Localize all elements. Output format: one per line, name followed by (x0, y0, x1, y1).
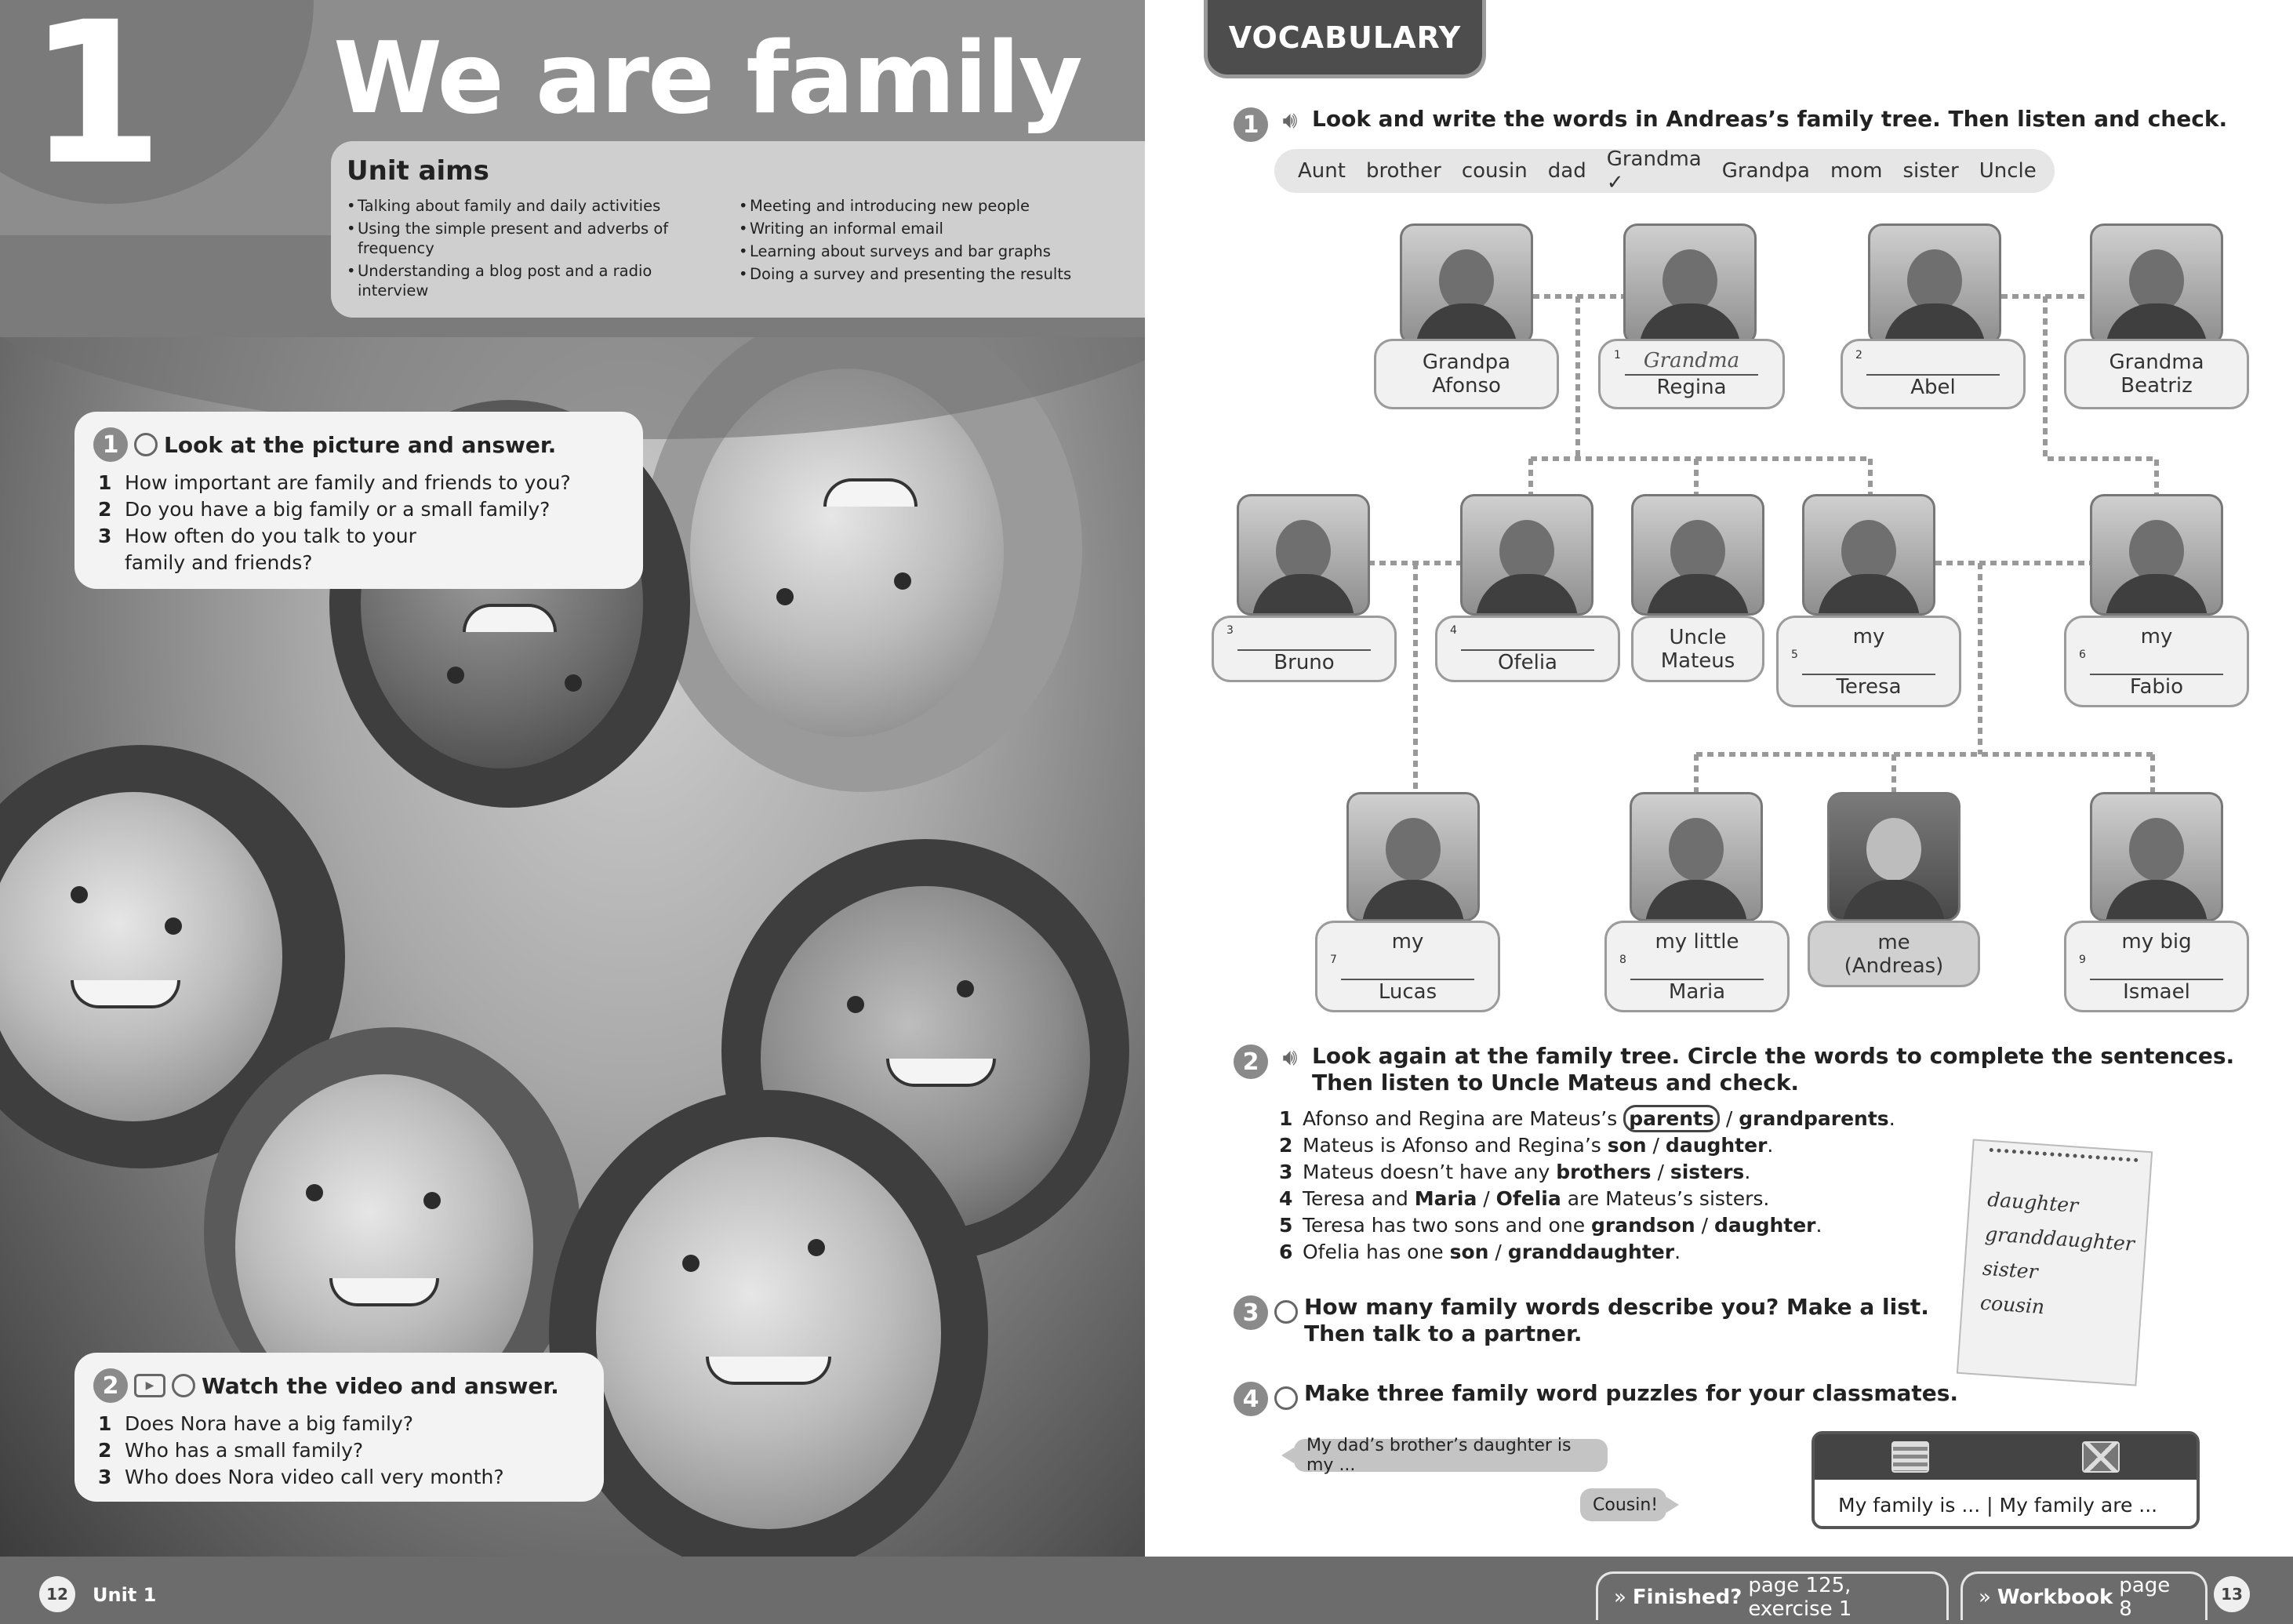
video-icon[interactable]: ▶ (134, 1374, 165, 1397)
sentence-item (1274, 1239, 1949, 1266)
sentence-text: Mateus is Afonso and Regina’s (1303, 1134, 1608, 1157)
name-line: Abel (1910, 376, 1956, 399)
name-line-2: Mateus (1660, 649, 1735, 673)
option-word[interactable]: grandparents (1739, 1107, 1889, 1130)
useful-phrases-box (1812, 1431, 2200, 1529)
name-line-1: Grandma (2109, 351, 2204, 374)
name-line: Maria (1668, 979, 1726, 1004)
answer-blank[interactable]: 7 (1341, 954, 1474, 980)
question-item (93, 1437, 585, 1464)
word-bank-item: brother (1365, 159, 1441, 183)
question-item (93, 523, 624, 576)
question-item (93, 470, 624, 496)
name-line: Teresa (1836, 674, 1902, 699)
vocabulary-notepad (1957, 1139, 2153, 1386)
phrase-box-header (1815, 1434, 2197, 1480)
finished-extra-practice-link[interactable] (1596, 1571, 1949, 1620)
vocab-exercise-4-heading (1234, 1380, 1958, 1416)
person-photo (1346, 792, 1480, 921)
name-line: Fabio (2129, 674, 2184, 699)
word-bank-item: cousin (1461, 159, 1528, 183)
name-line: Ismael (2123, 979, 2190, 1004)
finished-reference: page 125, exercise 1 (1748, 1573, 1852, 1621)
exercise-title: Make three family word puzzles for your classmates. (1304, 1380, 1959, 1406)
question-number: 2 (98, 1439, 112, 1462)
word-bank-item: Aunt (1298, 159, 1346, 183)
speech-bubble-icon (134, 433, 158, 456)
question-item (93, 496, 624, 523)
name-prefix: my (2140, 624, 2173, 649)
name-line-2: (Andreas) (1844, 954, 1944, 978)
notepad-word: daughter (1986, 1187, 2080, 1217)
option-word[interactable]: son (1449, 1241, 1489, 1263)
double-chevron-right-icon: » (1614, 1585, 1626, 1609)
name-card (1808, 921, 1980, 987)
aims-column-2 (739, 196, 1099, 303)
workbook-link[interactable] (1960, 1571, 2208, 1620)
sentence-number: 2 (1279, 1134, 1293, 1157)
person-photo (1631, 494, 1764, 616)
sentence-text: are Mateus’s sisters. (1561, 1187, 1770, 1210)
option-separator: / (1695, 1214, 1715, 1237)
option-word[interactable]: sisters (1670, 1161, 1745, 1183)
exercise-2-box (74, 1353, 604, 1502)
unit-title: We are family (333, 20, 1081, 136)
exercise-title-line: Then listen to Uncle Mateus and check. (1312, 1070, 1800, 1095)
sentence-number: 3 (1279, 1161, 1293, 1183)
name-card (1374, 339, 1559, 409)
name-line: Lucas (1378, 979, 1437, 1004)
person-photo (2090, 494, 2223, 616)
word-bank-item: mom (1830, 159, 1883, 183)
option-word[interactable]: daughter (1665, 1134, 1768, 1157)
exercise-2-sentences (1274, 1106, 1949, 1266)
word-bank-item: dad (1547, 159, 1586, 183)
question-number: 1 (98, 471, 112, 494)
speech-bubble-icon (1274, 1386, 1298, 1410)
question-item (93, 1464, 585, 1491)
footer-unit-label: Unit 1 (93, 1584, 157, 1606)
sentence-item (1274, 1106, 1949, 1132)
sentence-item (1274, 1186, 1949, 1212)
sentence-text: Mateus doesn’t have any (1303, 1161, 1557, 1183)
person-photo (1868, 223, 2001, 345)
exercise-title-line: How many family words describe you? Make a list. (1304, 1294, 1929, 1320)
exercise-number-badge: 1 (93, 427, 128, 462)
option-separator: / (1651, 1161, 1670, 1183)
word-bank (1274, 149, 2055, 193)
speech-bubble-answer: Cousin! (1580, 1488, 1666, 1521)
name-prefix: my big (2121, 929, 2192, 954)
workbook-reference: page 8 (2119, 1573, 2171, 1621)
name-line: Bruno (1274, 650, 1335, 674)
exercise-title (1312, 1043, 2234, 1096)
notepad-word: cousin (1979, 1291, 2046, 1319)
us-flag-icon (1891, 1441, 1929, 1473)
option-separator: / (1646, 1134, 1666, 1157)
name-card (2064, 616, 2249, 707)
name-card (1212, 616, 1397, 682)
unit-number: 1 (27, 0, 164, 208)
option-word-circled[interactable]: parents (1623, 1105, 1720, 1132)
option-word[interactable]: daughter (1714, 1214, 1816, 1237)
uk-flag-icon (2082, 1441, 2120, 1473)
vocabulary-section-tab: VOCABULARY (1204, 0, 1486, 78)
person-photo (2090, 223, 2223, 345)
question-text: How often do you talk to your family and friends? (125, 525, 416, 574)
left-page (0, 0, 1145, 1557)
option-word[interactable]: brothers (1556, 1161, 1652, 1183)
sentence-number: 6 (1279, 1241, 1293, 1263)
word-bank-item: Grandma ✓ (1606, 147, 1702, 194)
double-chevron-right-icon: » (1979, 1585, 1991, 1609)
sentence-text: Afonso and Regina are Mateus’s (1303, 1107, 1624, 1130)
option-word[interactable]: Maria (1414, 1187, 1477, 1210)
question-number: 1 (98, 1412, 112, 1435)
sentence-text: Ofelia has one (1303, 1241, 1450, 1263)
exercise-title-line: Then talk to a partner. (1304, 1321, 1583, 1346)
name-card (1631, 616, 1764, 682)
workbook-label: Workbook (1997, 1585, 2113, 1609)
question-number: 3 (98, 1466, 112, 1488)
sentence-text: . (1674, 1241, 1681, 1263)
name-card (1598, 339, 1785, 409)
unit-aims-box (331, 141, 1145, 318)
notepad-word: sister (1982, 1256, 2039, 1284)
answer-blank[interactable]: 4 (1461, 624, 1594, 651)
person-photo (1802, 494, 1935, 616)
aim-item: • Using the simple present and adverbs of frequency (347, 219, 707, 258)
speech-bubble-icon (172, 1374, 195, 1397)
answer-blank[interactable]: 5 (1802, 649, 1935, 675)
answer-blank[interactable]: 9 (2090, 954, 2223, 980)
notepad-rings (1989, 1148, 2139, 1172)
right-page-number: 13 (2214, 1576, 2250, 1612)
sentence-text: . (1744, 1161, 1751, 1183)
question-text: Does Nora have a big family? (125, 1412, 414, 1435)
exercise-title (1304, 1294, 1929, 1347)
answer-blank[interactable]: 6 (2090, 649, 2223, 675)
sentence-number: 4 (1279, 1187, 1293, 1210)
question-text: Who has a small family? (125, 1439, 364, 1462)
name-card (2064, 339, 2249, 409)
name-card (1604, 921, 1790, 1012)
exercise-number-badge: 3 (1234, 1295, 1268, 1330)
sentence-item (1274, 1159, 1949, 1186)
name-card (1776, 616, 1961, 707)
exercise-number-badge: 2 (1234, 1045, 1268, 1079)
name-prefix: my little (1655, 929, 1739, 954)
aim-item: • Understanding a blog post and a radio interview (347, 261, 707, 300)
aim-item: • Writing an informal email (739, 219, 1099, 238)
name-line-2: Afonso (1432, 374, 1501, 398)
exercise-number-badge: 2 (93, 1368, 128, 1403)
question-text: Do you have a big family or a small family? (125, 498, 551, 521)
person-photo (1400, 223, 1533, 345)
question-item (93, 1411, 585, 1437)
sentence-text: Teresa and (1303, 1187, 1415, 1210)
sentence-number: 1 (1279, 1107, 1293, 1130)
sentence-text: . (1767, 1134, 1774, 1157)
person-photo (2090, 792, 2223, 921)
aim-item: • Learning about surveys and bar graphs (739, 242, 1099, 261)
sentence-item (1274, 1132, 1949, 1159)
exercise-title: Watch the video and answer. (202, 1372, 559, 1399)
answer-blank[interactable]: 8 (1630, 954, 1764, 980)
sentence-text: . (1888, 1107, 1895, 1130)
person-photo (1827, 792, 1960, 921)
word-bank-item: sister (1902, 159, 1959, 183)
person-photo (1460, 494, 1593, 616)
speech-bubble-question: My dad’s brother’s daughter is my ... (1294, 1439, 1608, 1472)
question-text: Who does Nora video call very month? (125, 1466, 504, 1488)
name-card (1315, 921, 1500, 1012)
name-line: Regina (1656, 376, 1727, 399)
exercise-title-line: Look again at the family tree. Circle the words to complete the sentences. (1312, 1043, 2235, 1069)
person-photo (1630, 792, 1763, 921)
option-word[interactable]: Ofelia (1495, 1187, 1561, 1210)
exercise-title: Look at the picture and answer. (164, 431, 557, 458)
answer-blank[interactable]: 2 (1866, 349, 2000, 376)
left-page-number: 12 (39, 1576, 75, 1612)
finished-label: Finished? (1632, 1585, 1742, 1609)
aim-item: • Doing a survey and presenting the results (739, 264, 1099, 284)
word-bank-item: Grandpa (1721, 159, 1810, 183)
exercise-number-badge: 4 (1234, 1382, 1268, 1416)
option-word[interactable]: son (1607, 1134, 1647, 1157)
name-prefix: my (1391, 929, 1424, 954)
vocab-exercise-2-heading (1234, 1043, 2234, 1096)
option-separator: / (1477, 1187, 1496, 1210)
option-separator: / (1488, 1241, 1508, 1263)
name-line-1: Uncle (1669, 625, 1727, 649)
question-number: 2 (98, 498, 112, 521)
sentence-number: 5 (1279, 1214, 1293, 1237)
sentence-item (1274, 1212, 1949, 1239)
vocab-exercise-3-heading (1234, 1294, 1929, 1347)
name-line-1: me (1877, 930, 1910, 954)
question-text: How important are family and friends to you? (125, 471, 571, 494)
audio-speaker-icon[interactable]: 🔊︎ (1282, 106, 1298, 134)
option-word[interactable]: grandson (1591, 1214, 1695, 1237)
aims-column-1 (347, 196, 707, 303)
name-card (1435, 616, 1620, 682)
vocab-exercise-1-heading (1234, 106, 2227, 142)
name-line-1: Grandpa (1422, 351, 1511, 374)
phrase-text: My family is ... | My family are ... (1838, 1494, 2158, 1517)
name-prefix: my (1852, 624, 1885, 649)
footer-bar (0, 1557, 2293, 1624)
person-photo (1237, 494, 1370, 616)
name-card (2064, 921, 2249, 1012)
question-number: 3 (98, 525, 112, 547)
exercise-1-box (74, 412, 643, 589)
answer-blank[interactable]: 3 (1237, 624, 1371, 651)
name-line-2: Beatriz (2120, 374, 2193, 398)
person-photo (1623, 223, 1757, 345)
word-bank-item: Uncle (1979, 159, 2037, 183)
option-word[interactable]: granddaughter (1507, 1241, 1675, 1263)
exercise-title: Look and write the words in Andreas’s family tree. Then listen and check. (1312, 106, 2228, 132)
speech-bubble-icon (1274, 1300, 1298, 1324)
notepad-word: granddaughter (1984, 1222, 2135, 1256)
answer-blank[interactable]: 1 Grandma (1625, 349, 1758, 376)
audio-speaker-icon[interactable]: 🔊︎ (1282, 1043, 1298, 1071)
name-card (1841, 339, 2026, 409)
name-line: Ofelia (1498, 650, 1557, 674)
sentence-text: . (1815, 1214, 1822, 1237)
exercise-number-badge: 1 (1234, 107, 1268, 142)
aim-item: • Meeting and introducing new people (739, 196, 1099, 216)
option-separator: / (1719, 1107, 1739, 1130)
unit-aims-title: Unit aims (347, 155, 489, 187)
aim-item: • Talking about family and daily activities (347, 196, 707, 216)
sentence-text: Teresa has two sons and one (1303, 1214, 1592, 1237)
